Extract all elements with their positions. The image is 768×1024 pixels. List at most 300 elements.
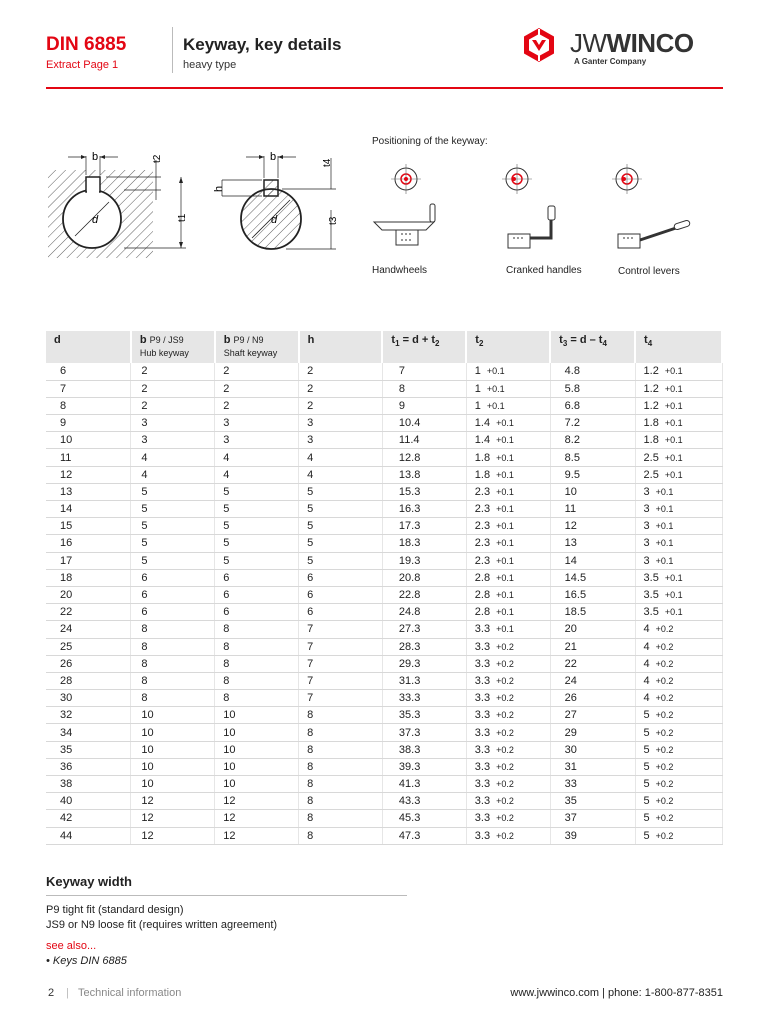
table-cell: 19.3 — [382, 552, 466, 569]
table-cell: 6 — [46, 363, 131, 380]
table-cell: 5 — [299, 518, 383, 535]
table-cell: 10 — [131, 724, 215, 741]
table-cell: 5 +0.2 — [635, 724, 722, 741]
table-cell: 3 — [215, 415, 299, 432]
table-cell: 10.4 — [382, 415, 466, 432]
page-subtitle: heavy type — [183, 59, 237, 71]
table-cell: 4.8 — [550, 363, 635, 380]
table-row — [46, 827, 722, 844]
table-cell: 4 — [215, 466, 299, 483]
table-cell: 16.3 — [382, 501, 466, 518]
table-cell: 33.3 — [382, 690, 466, 707]
table-cell: 8 — [299, 707, 383, 724]
table-cell: 39.3 — [382, 758, 466, 775]
table-cell: 1.2 +0.1 — [635, 380, 722, 397]
table-cell: 8 — [299, 793, 383, 810]
table-cell: 8 — [131, 690, 215, 707]
table-cell: 30 — [550, 741, 635, 758]
table-row — [46, 707, 722, 724]
hub-keyway-drawing — [48, 151, 188, 258]
table-cell: 3 +0.1 — [635, 483, 722, 500]
table-cell: 5 +0.2 — [635, 793, 722, 810]
table-cell: 8 — [382, 380, 466, 397]
table-cell: 10 — [215, 758, 299, 775]
brand-name: JWWINCO — [570, 28, 694, 58]
table-cell: 2 — [131, 363, 215, 380]
table-cell: 2 — [215, 397, 299, 414]
table-cell: 16 — [46, 535, 131, 552]
table-cell: 7 — [46, 380, 131, 397]
table-cell: 2.5 +0.1 — [635, 449, 722, 466]
table-cell: 45.3 — [382, 810, 466, 827]
table-cell: 4 — [299, 449, 383, 466]
table-cell: 5 — [131, 483, 215, 500]
table-cell: 8 — [215, 655, 299, 672]
table-cell: 5 +0.2 — [635, 827, 722, 844]
handwheel-position-icon — [391, 164, 421, 194]
table-cell: 26 — [550, 690, 635, 707]
table-cell: 14.5 — [550, 569, 635, 586]
col-d: d — [46, 331, 131, 363]
table-cell: 36 — [46, 758, 131, 775]
table-cell: 14 — [550, 552, 635, 569]
footer-section: Technical information — [78, 987, 182, 999]
table-row — [46, 397, 722, 414]
header-rule — [46, 87, 723, 89]
table-cell: 7 — [382, 363, 466, 380]
caption-control-levers: Control levers — [618, 266, 680, 277]
table-cell: 7 — [299, 655, 383, 672]
table-cell: 3.3 +0.2 — [466, 672, 550, 689]
table-cell: 28 — [46, 672, 131, 689]
table-row — [46, 535, 722, 552]
handwheel-illustration — [374, 204, 435, 245]
table-cell: 3 +0.1 — [635, 518, 722, 535]
table-cell: 25 — [46, 638, 131, 655]
extract-label: Extract Page 1 — [46, 59, 119, 71]
col-t1: $t_1 = d + t_2$ — [382, 331, 466, 363]
table-cell: 8 — [299, 776, 383, 793]
table-cell: 3.5 +0.1 — [635, 604, 722, 621]
brand-tagline: A Ganter Company — [574, 57, 647, 66]
table-cell: 22.8 — [382, 586, 466, 603]
table-row — [46, 380, 722, 397]
table-cell: 42 — [46, 810, 131, 827]
table-cell: 3.3 +0.2 — [466, 827, 550, 844]
table-row — [46, 793, 722, 810]
table-cell: 33 — [550, 776, 635, 793]
table-cell: 10 — [215, 776, 299, 793]
table-cell: 41.3 — [382, 776, 466, 793]
table-cell: 1.8 +0.1 — [635, 432, 722, 449]
table-cell: 8 — [299, 827, 383, 844]
table-cell: 12 — [550, 518, 635, 535]
col-b-hub: b P9 / JS9 Hub keyway — [131, 331, 215, 363]
table-row — [46, 449, 722, 466]
table-row — [46, 690, 722, 707]
col-b-shaft: b P9 / N9 Shaft keyway — [215, 331, 299, 363]
table-cell: 7.2 — [550, 415, 635, 432]
keyway-width-line1: P9 tight fit (standard design) — [46, 904, 184, 916]
table-cell: 14 — [46, 501, 131, 518]
table-cell: 8 — [131, 638, 215, 655]
table-cell: 10 — [550, 483, 635, 500]
table-cell: 24.8 — [382, 604, 466, 621]
table-header-row — [46, 331, 722, 363]
table-cell: 18.3 — [382, 535, 466, 552]
page-number: 2 — [48, 987, 55, 999]
table-row — [46, 483, 722, 500]
table-cell: 3.3 +0.2 — [466, 793, 550, 810]
caption-cranked-handles: Cranked handles — [506, 265, 582, 276]
table-cell: 8 — [299, 810, 383, 827]
dim-t2-label: t2 — [152, 154, 163, 163]
keys-din-link[interactable]: • Keys DIN 6885 — [46, 955, 127, 967]
table-cell: 24 — [550, 672, 635, 689]
table-cell: 38.3 — [382, 741, 466, 758]
table-row — [46, 586, 722, 603]
table-cell: 5 — [215, 483, 299, 500]
table-cell: 3.3 +0.2 — [466, 724, 550, 741]
table-cell: 1.2 +0.1 — [635, 397, 722, 414]
table-cell: 5 +0.2 — [635, 810, 722, 827]
footer-separator: | — [66, 987, 69, 999]
table-row — [46, 501, 722, 518]
table-cell: 2 — [299, 363, 383, 380]
table-cell: 11.4 — [382, 432, 466, 449]
table-cell: 3 — [299, 432, 383, 449]
table-cell: 5 — [215, 518, 299, 535]
table-cell: 20 — [46, 586, 131, 603]
table-cell: 10 — [131, 707, 215, 724]
positioning-title: Positioning of the keyway: — [372, 136, 488, 147]
table-cell: 15.3 — [382, 483, 466, 500]
table-cell: 8 — [215, 638, 299, 655]
dim-b2-label: b — [270, 151, 277, 163]
table-cell: 44 — [46, 827, 131, 844]
table-cell: 8 — [299, 724, 383, 741]
table-cell: 10 — [131, 741, 215, 758]
table-row — [46, 415, 722, 432]
table-cell: 11 — [46, 449, 131, 466]
table-cell: 5 +0.2 — [635, 741, 722, 758]
table-row — [46, 655, 722, 672]
table-cell: 13.8 — [382, 466, 466, 483]
col-t2: $t_2$ — [466, 331, 550, 363]
table-cell: 29 — [550, 724, 635, 741]
table-cell: 9.5 — [550, 466, 635, 483]
table-cell: 8 — [215, 621, 299, 638]
table-cell: 8 — [215, 672, 299, 689]
table-cell: 6 — [215, 604, 299, 621]
table-row — [46, 552, 722, 569]
table-cell: 2 — [215, 363, 299, 380]
table-cell: 3.3 +0.2 — [466, 758, 550, 775]
table-cell: 8 — [299, 741, 383, 758]
table-cell: 5 — [299, 483, 383, 500]
table-cell: 5 — [131, 535, 215, 552]
table-cell: 3.3 +0.2 — [466, 741, 550, 758]
table-cell: 10 — [215, 741, 299, 758]
keyway-width-line2: JS9 or N9 loose fit (requires written agreement) — [46, 919, 278, 931]
table-row — [46, 621, 722, 638]
control-lever-position-icon — [612, 164, 642, 194]
table-cell: 26 — [46, 655, 131, 672]
table-cell: 10 — [131, 758, 215, 775]
table-cell: 12 — [131, 810, 215, 827]
table-cell: 12 — [215, 827, 299, 844]
table-row — [46, 758, 722, 775]
dim-t3-label: t3 — [328, 216, 339, 225]
table-cell: 3.3 +0.2 — [466, 707, 550, 724]
table-cell: 8 — [131, 672, 215, 689]
table-cell: 3 +0.1 — [635, 501, 722, 518]
table-cell: 2.8 +0.1 — [466, 569, 550, 586]
table-cell: 2 — [299, 380, 383, 397]
table-cell: 18.5 — [550, 604, 635, 621]
table-cell: 4 +0.2 — [635, 621, 722, 638]
table-cell: 3 — [299, 415, 383, 432]
table-cell: 5 — [299, 535, 383, 552]
dim-t1-label: t1 — [177, 213, 188, 222]
table-cell: 4 +0.2 — [635, 690, 722, 707]
table-cell: 20 — [550, 621, 635, 638]
table-cell: 3.5 +0.1 — [635, 569, 722, 586]
table-row — [46, 724, 722, 741]
table-cell: 31 — [550, 758, 635, 775]
table-cell: 43.3 — [382, 793, 466, 810]
table-cell: 6 — [299, 586, 383, 603]
table-cell: 35.3 — [382, 707, 466, 724]
table-cell: 21 — [550, 638, 635, 655]
control-lever-illustration — [618, 220, 691, 248]
table-cell: 5 — [299, 552, 383, 569]
table-cell: 6 — [131, 604, 215, 621]
table-cell: 10 — [215, 707, 299, 724]
dim-h-label: h — [213, 185, 225, 192]
table-cell: 35 — [550, 793, 635, 810]
table-cell: 2 — [215, 380, 299, 397]
table-cell: 24 — [46, 621, 131, 638]
table-row — [46, 604, 722, 621]
table-cell: 7 — [299, 621, 383, 638]
table-cell: 4 +0.2 — [635, 638, 722, 655]
table-cell: 47.3 — [382, 827, 466, 844]
table-cell: 1 +0.1 — [466, 363, 550, 380]
table-cell: 15 — [46, 518, 131, 535]
table-cell: 6.8 — [550, 397, 635, 414]
table-cell: 8 — [215, 690, 299, 707]
table-cell: 38 — [46, 776, 131, 793]
table-cell: 22 — [46, 604, 131, 621]
table-cell: 27.3 — [382, 621, 466, 638]
table-cell: 2.3 +0.1 — [466, 535, 550, 552]
table-cell: 39 — [550, 827, 635, 844]
footer-contact[interactable]: www.jwwinco.com | phone: 1-800-877-8351 — [510, 987, 723, 999]
table-cell: 2.3 +0.1 — [466, 518, 550, 535]
table-cell: 7 — [299, 690, 383, 707]
table-row — [46, 672, 722, 689]
table-cell: 1 +0.1 — [466, 380, 550, 397]
table-cell: 1 +0.1 — [466, 397, 550, 414]
dim-d2-label: d — [271, 214, 278, 226]
table-cell: 16.5 — [550, 586, 635, 603]
table-cell: 22 — [550, 655, 635, 672]
table-cell: 7 — [299, 638, 383, 655]
table-cell: 3.3 +0.2 — [466, 655, 550, 672]
table-cell: 3.3 +0.2 — [466, 776, 550, 793]
table-cell: 3.3 +0.1 — [466, 621, 550, 638]
table-cell: 12.8 — [382, 449, 466, 466]
dim-d-label: d — [92, 214, 99, 226]
table-cell: 30 — [46, 690, 131, 707]
table-cell: 2.5 +0.1 — [635, 466, 722, 483]
table-cell: 20.8 — [382, 569, 466, 586]
table-cell: 5 — [131, 552, 215, 569]
table-cell: 3 — [131, 432, 215, 449]
table-cell: 5 — [215, 552, 299, 569]
dim-b-label: b — [92, 151, 99, 163]
table-cell: 29.3 — [382, 655, 466, 672]
table-row — [46, 363, 722, 380]
table-row — [46, 810, 722, 827]
table-cell: 9 — [46, 415, 131, 432]
table-cell: 17 — [46, 552, 131, 569]
table-cell: 6 — [215, 586, 299, 603]
jwwinco-logo-icon — [521, 27, 557, 63]
table-cell: 4 +0.2 — [635, 655, 722, 672]
table-cell: 6 — [131, 569, 215, 586]
table-cell: 1.4 +0.1 — [466, 415, 550, 432]
table-cell: 12 — [131, 793, 215, 810]
dim-t4-label: t4 — [322, 158, 333, 167]
table-row — [46, 518, 722, 535]
table-cell: 7 — [299, 672, 383, 689]
cranked-handle-position-icon — [502, 164, 532, 194]
table-row — [46, 466, 722, 483]
table-cell: 2.8 +0.1 — [466, 586, 550, 603]
table-cell: 3.3 +0.2 — [466, 638, 550, 655]
table-cell: 17.3 — [382, 518, 466, 535]
table-row — [46, 741, 722, 758]
table-cell: 1.8 +0.1 — [466, 449, 550, 466]
table-cell: 5 — [131, 518, 215, 535]
table-cell: 12 — [46, 466, 131, 483]
table-cell: 37.3 — [382, 724, 466, 741]
table-cell: 12 — [131, 827, 215, 844]
table-cell: 32 — [46, 707, 131, 724]
table-cell: 10 — [46, 432, 131, 449]
table-cell: 2.3 +0.1 — [466, 483, 550, 500]
table-cell: 1.4 +0.1 — [466, 432, 550, 449]
table-cell: 4 — [131, 466, 215, 483]
table-row — [46, 432, 722, 449]
shaft-keyway-drawing — [213, 151, 339, 258]
table-cell: 8.5 — [550, 449, 635, 466]
table-cell: 6 — [299, 569, 383, 586]
table-cell: 8 — [299, 758, 383, 775]
table-cell: 35 — [46, 741, 131, 758]
table-cell: 2.8 +0.1 — [466, 604, 550, 621]
standard-title: DIN 6885 — [46, 34, 127, 55]
table-cell: 5 +0.2 — [635, 758, 722, 775]
table-cell: 10 — [131, 776, 215, 793]
table-cell: 1.8 +0.1 — [466, 466, 550, 483]
table-cell: 31.3 — [382, 672, 466, 689]
table-cell: 4 +0.2 — [635, 672, 722, 689]
header-divider — [172, 27, 173, 73]
table-cell: 3.3 +0.2 — [466, 690, 550, 707]
table-cell: 8 — [131, 621, 215, 638]
table-cell: 4 — [131, 449, 215, 466]
table-row — [46, 776, 722, 793]
table-cell: 27 — [550, 707, 635, 724]
table-cell: 5 — [299, 501, 383, 518]
table-cell: 5 — [215, 535, 299, 552]
table-cell: 8.2 — [550, 432, 635, 449]
col-t3: $t_3 = d - t_4$ — [550, 331, 635, 363]
table-row — [46, 638, 722, 655]
keyway-width-title: Keyway width — [46, 874, 132, 889]
table-cell: 8 — [46, 397, 131, 414]
table-cell: 5 — [215, 501, 299, 518]
table-cell: 6 — [131, 586, 215, 603]
table-cell: 3.5 +0.1 — [635, 586, 722, 603]
keyway-table — [46, 331, 723, 845]
table-cell: 4 — [299, 466, 383, 483]
table-cell: 5 — [131, 501, 215, 518]
table-cell: 3 +0.1 — [635, 552, 722, 569]
table-cell: 5.8 — [550, 380, 635, 397]
table-cell: 8 — [131, 655, 215, 672]
table-cell: 5 +0.2 — [635, 776, 722, 793]
table-cell: 2 — [131, 380, 215, 397]
table-cell: 12 — [215, 793, 299, 810]
table-cell: 3 — [131, 415, 215, 432]
table-cell: 9 — [382, 397, 466, 414]
col-t4: $t_4$ — [635, 331, 722, 363]
table-cell: 13 — [46, 483, 131, 500]
table-cell: 37 — [550, 810, 635, 827]
table-cell: 28.3 — [382, 638, 466, 655]
table-cell: 12 — [215, 810, 299, 827]
table-cell: 1.2 +0.1 — [635, 363, 722, 380]
table-cell: 3 — [215, 432, 299, 449]
table-cell: 6 — [215, 569, 299, 586]
caption-handwheels: Handwheels — [372, 265, 428, 276]
table-cell: 40 — [46, 793, 131, 810]
col-h: h — [299, 331, 383, 363]
see-also-link[interactable]: see also... — [46, 940, 97, 952]
page-title: Keyway, key details — [183, 35, 342, 54]
keyway-width-rule — [46, 895, 407, 896]
table-cell: 2.3 +0.1 — [466, 552, 550, 569]
table-cell: 18 — [46, 569, 131, 586]
table-cell: 3 +0.1 — [635, 535, 722, 552]
table-cell: 4 — [215, 449, 299, 466]
table-cell: 2.3 +0.1 — [466, 501, 550, 518]
table-cell: 2 — [299, 397, 383, 414]
table-cell: 5 +0.2 — [635, 707, 722, 724]
table-row — [46, 569, 722, 586]
table-cell: 10 — [215, 724, 299, 741]
table-cell: 13 — [550, 535, 635, 552]
table-cell: 11 — [550, 501, 635, 518]
cranked-handle-illustration — [508, 206, 555, 248]
table-cell: 6 — [299, 604, 383, 621]
table-cell: 34 — [46, 724, 131, 741]
table-cell: 2 — [131, 397, 215, 414]
